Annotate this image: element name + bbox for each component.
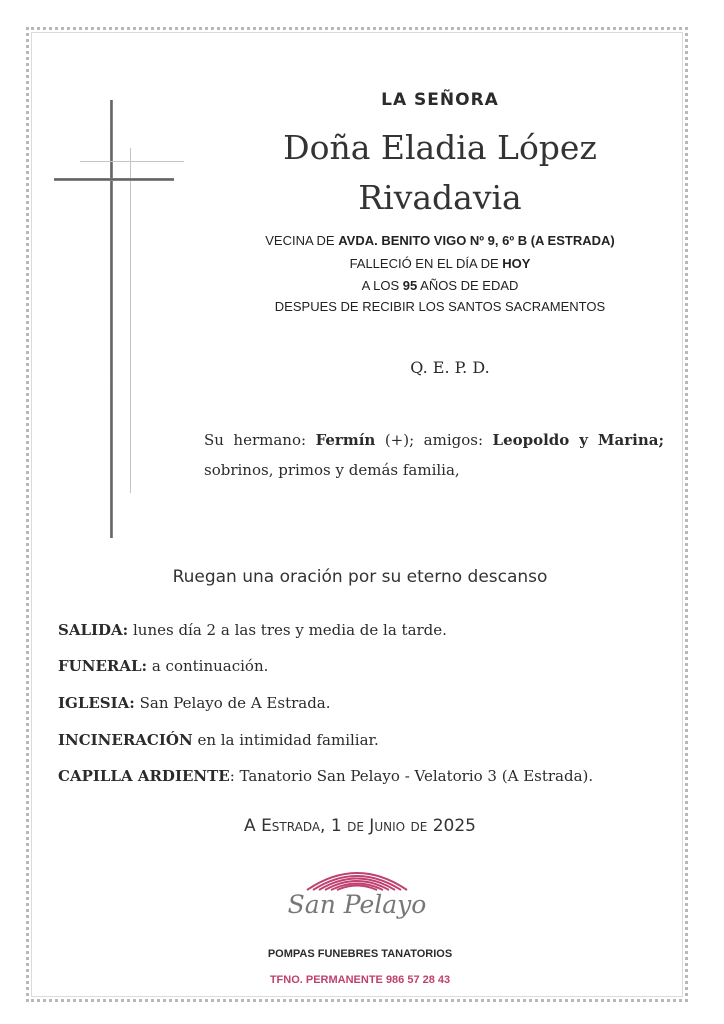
cross-horizontal-bar — [54, 178, 174, 181]
detail-funeral: FUNERAL: a continuación. — [58, 657, 269, 675]
info-death-day: FALLECIÓ EN EL DÍA DE HOY — [349, 256, 531, 271]
company-logo — [282, 862, 432, 932]
cross-vertical-shadow — [130, 148, 131, 493]
company-description: POMPAS FUNEBRES TANATORIOS — [267, 948, 453, 960]
prayer-request: Ruegan una oración por su eterno descanso — [172, 567, 548, 587]
place-date: A Estrada, 1 de Junio de 2025 — [244, 816, 476, 836]
family-line-2: sobrinos, primos y demás familia, — [204, 461, 460, 479]
page-border-inner — [31, 32, 683, 997]
company-phone: TFNO. PERMANENTE 986 57 28 43 — [269, 974, 451, 986]
logo-text: San Pelayo — [287, 890, 427, 919]
detail-salida: SALIDA: lunes día 2 a las tres y media de la tarde. — [58, 621, 447, 639]
logo-fan-icon — [297, 862, 417, 892]
cross-vertical-bar — [110, 100, 113, 538]
detail-iglesia: IGLESIA: San Pelayo de A Estrada. — [58, 694, 331, 712]
info-residence: VECINA DE AVDA. BENITO VIGO Nº 9, 6º B (A ESTRADA) — [265, 233, 615, 248]
detail-incineracion: INCINERACIÓN en la intimidad familiar. — [58, 731, 379, 749]
qepd-text: Q. E. P. D. — [410, 358, 490, 377]
deceased-name-line1: Doña Eladia López — [283, 128, 597, 167]
cross-horizontal-shadow — [80, 161, 184, 162]
info-sacraments: DESPUES DE RECIBIR LOS SANTOS SACRAMENTOS — [274, 299, 606, 314]
deceased-name-line2: Rivadavia — [358, 178, 522, 217]
announcement-title: LA SEÑORA — [381, 90, 499, 110]
family-line-1: Su hermano: Fermín (+); amigos: Leopoldo y Marina; — [204, 431, 665, 449]
info-age: A LOS 95 AÑOS DE EDAD — [361, 278, 519, 293]
detail-capilla-ardiente: CAPILLA ARDIENTE: Tanatorio San Pelayo - Velatorio 3 (A Estrada). — [58, 767, 594, 785]
